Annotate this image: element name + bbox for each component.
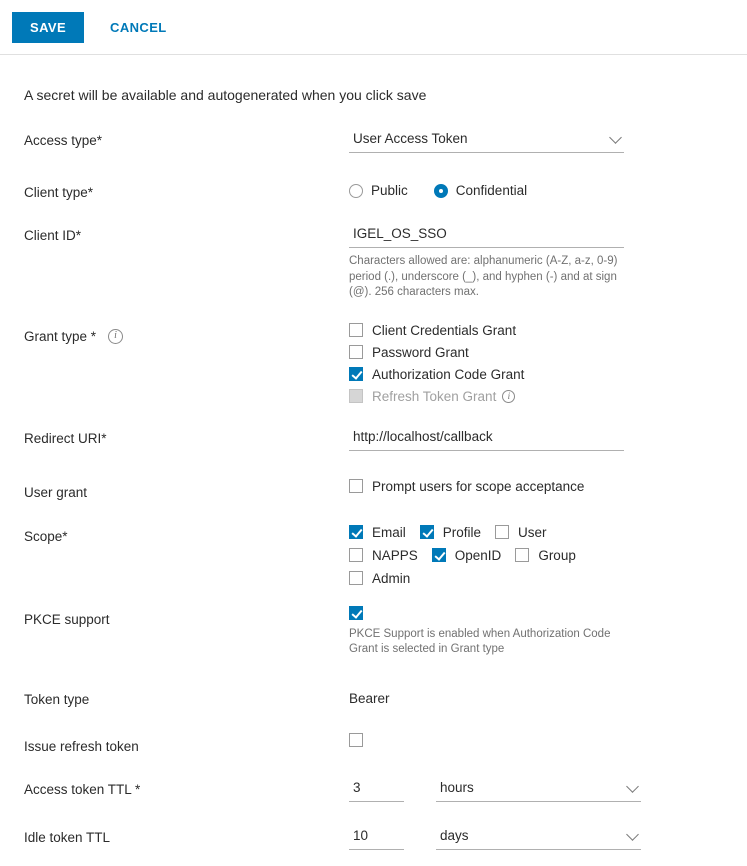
- checkbox-scope-admin[interactable]: [349, 571, 424, 586]
- checkbox-refresh-token-grant: [349, 389, 723, 404]
- client-id-input[interactable]: [349, 222, 624, 248]
- checkbox-label: NAPPS: [372, 547, 418, 563]
- pkce-label: PKCE support: [24, 611, 110, 627]
- checkbox-scope-openid[interactable]: [432, 548, 516, 563]
- checkbox-pkce-support[interactable]: [349, 606, 723, 620]
- checkbox-label: Authorization Code Grant: [372, 366, 525, 382]
- checkbox-box: [349, 367, 363, 381]
- pkce-hint: PKCE Support is enabled when Authorization Code Grant is selected in Grant type: [349, 627, 611, 656]
- checkbox-label: Client Credentials Grant: [372, 322, 517, 338]
- checkbox-box: [349, 323, 363, 337]
- checkbox-box: [515, 548, 529, 562]
- checkbox-password-grant[interactable]: [349, 345, 723, 360]
- info-icon[interactable]: i: [108, 329, 123, 344]
- checkbox-label: OpenID: [454, 547, 502, 563]
- field-client-id: [24, 222, 723, 301]
- checkbox-label: Refresh Token Grant: [372, 388, 497, 404]
- field-token-type: [24, 686, 723, 707]
- radio-public-label: Public: [371, 183, 408, 198]
- checkbox-box: [420, 525, 434, 539]
- cancel-button[interactable]: CANCEL: [104, 12, 173, 43]
- checkbox-box: [349, 345, 363, 359]
- checkbox-label: User: [518, 524, 547, 540]
- checkbox-box: [349, 733, 363, 747]
- checkbox-authorization-code-grant[interactable]: [349, 367, 723, 382]
- checkbox-box: [349, 389, 363, 403]
- field-idle-token-ttl: [24, 824, 723, 850]
- action-toolbar: [0, 0, 747, 55]
- checkbox-label: Group: [538, 547, 576, 563]
- checkbox-scope-profile[interactable]: [420, 525, 495, 540]
- checkbox-scope-napps[interactable]: [349, 548, 432, 563]
- checkbox-box: [349, 571, 363, 585]
- access-type-select[interactable]: [349, 127, 624, 153]
- checkbox-prompt-users-for-scope-acceptance[interactable]: [349, 479, 723, 494]
- radio-confidential-label: Confidential: [455, 183, 528, 198]
- secret-notice: A secret will be available and autogenerated when you click save: [24, 87, 427, 103]
- idle-token-ttl-unit-value: days: [440, 827, 469, 843]
- checkbox-label: Prompt users for scope acceptance: [372, 478, 585, 494]
- token-type-label: Token type: [24, 691, 90, 707]
- field-redirect-uri: [24, 425, 723, 451]
- checkbox-box: [495, 525, 509, 539]
- issue-refresh-token-label: Issue refresh token: [24, 738, 139, 754]
- field-issue-refresh-token: [24, 733, 723, 754]
- checkbox-label: Email: [372, 524, 406, 540]
- client-type-label: Client type*: [24, 185, 94, 200]
- user-grant-label: User grant: [24, 484, 88, 500]
- save-button[interactable]: SAVE: [12, 12, 84, 43]
- form-page: [0, 55, 747, 866]
- access-type-value: User Access Token: [353, 131, 468, 146]
- field-access-token-ttl: [24, 776, 723, 802]
- checkbox-box: [432, 548, 446, 562]
- checkbox-label: Profile: [442, 524, 482, 540]
- checkbox-client-credentials-grant[interactable]: [349, 323, 723, 338]
- checkbox-issue-refresh-token[interactable]: [349, 733, 723, 747]
- access-token-ttl-input[interactable]: [349, 776, 404, 802]
- checkbox-label: Password Grant: [372, 344, 469, 360]
- checkbox-scope-group[interactable]: [515, 548, 590, 563]
- idle-token-ttl-label: Idle token TTL: [24, 829, 111, 845]
- scope-label: Scope*: [24, 528, 68, 544]
- radio-public[interactable]: [349, 184, 363, 198]
- checkbox-box: [349, 525, 363, 539]
- checkbox-scope-email[interactable]: [349, 525, 420, 540]
- checkbox-label: Admin: [372, 570, 411, 586]
- redirect-uri-label: Redirect URI*: [24, 430, 107, 446]
- field-scope: [24, 523, 723, 594]
- checkbox-box: [349, 479, 363, 493]
- grant-type-label: [24, 323, 349, 344]
- info-icon[interactable]: i: [502, 390, 515, 403]
- field-client-type: [24, 179, 723, 200]
- access-token-ttl-unit-select[interactable]: [436, 776, 641, 802]
- client-id-label: Client ID*: [24, 228, 82, 243]
- field-grant-type: [24, 323, 723, 411]
- token-type-value: Bearer: [349, 690, 390, 706]
- checkbox-box: [349, 606, 363, 620]
- redirect-uri-input[interactable]: [349, 425, 624, 451]
- checkbox-scope-user[interactable]: [495, 525, 561, 540]
- field-user-grant: [24, 479, 723, 501]
- client-id-hint: Characters allowed are: alphanumeric (A-Z, a-z, 0-9) period (.), underscore (_), and hyphen (-) and at sign (@). 256 characters max.: [349, 255, 618, 299]
- checkbox-box: [349, 548, 363, 562]
- access-token-ttl-unit-value: hours: [440, 779, 474, 795]
- field-pkce-support: [24, 606, 723, 658]
- idle-token-ttl-input[interactable]: [349, 824, 404, 850]
- idle-token-ttl-unit-select[interactable]: [436, 824, 641, 850]
- access-token-ttl-label: Access token TTL *: [24, 781, 141, 797]
- grant-type-label-text: Grant type *: [24, 328, 97, 344]
- radio-confidential[interactable]: [434, 184, 448, 198]
- field-access-type: [24, 127, 723, 153]
- access-type-label: Access type*: [24, 133, 103, 148]
